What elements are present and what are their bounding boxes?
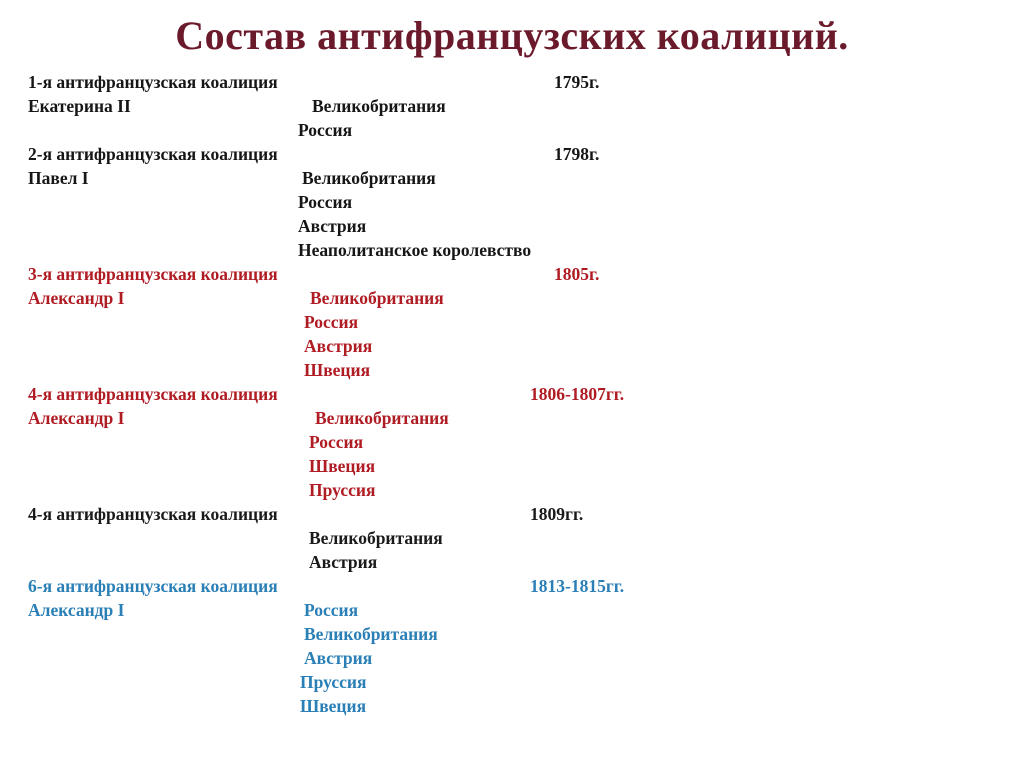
coalition-3-member: Великобритания	[310, 288, 444, 308]
coalition-4-member: Швеция	[309, 456, 376, 476]
coalition-2-member: Австрия	[298, 216, 367, 236]
coalition-4-member: Пруссия	[309, 480, 376, 500]
coalition-2-year: 1798г.	[554, 144, 600, 164]
coalition-3-member: Австрия	[304, 336, 373, 356]
slide-title: Состав антифранцузских коалиций.	[175, 13, 849, 58]
coalition-2-ruler: Павел I	[28, 168, 89, 188]
coalition-4-ruler: Александр I	[28, 408, 125, 428]
coalition-1-ruler: Екатерина II	[28, 96, 131, 116]
coalition-2-member: Россия	[298, 192, 353, 212]
coalition-5-member: Австрия	[309, 552, 378, 572]
coalition-3-ruler: Александр I	[28, 288, 125, 308]
coalition-2-member: Неаполитанское королевство	[298, 240, 532, 260]
coalition-3-name: 3-я антифранцузская коалиция	[28, 264, 278, 284]
coalition-3-member: Россия	[304, 312, 359, 332]
coalition-2-name: 2-я антифранцузская коалиция	[28, 144, 278, 164]
coalition-5-name: 4-я антифранцузская коалиция	[28, 504, 278, 524]
coalition-4-member: Россия	[309, 432, 364, 452]
coalition-6-member: Швеция	[300, 696, 367, 716]
coalition-1-year: 1795г.	[554, 72, 600, 92]
coalition-4-member: Великобритания	[315, 408, 449, 428]
coalition-2-member: Великобритания	[302, 168, 436, 188]
coalition-1-member: Великобритания	[312, 96, 446, 116]
coalition-6-member: Великобритания	[304, 624, 438, 644]
coalition-6-name: 6-я антифранцузская коалиция	[28, 576, 278, 596]
coalition-4-name: 4-я антифранцузская коалиция	[28, 384, 278, 404]
coalition-6-ruler: Александр I	[28, 600, 125, 620]
coalition-6-member: Австрия	[304, 648, 373, 668]
coalition-4-year: 1806-1807гг.	[530, 384, 625, 404]
coalition-1-name: 1-я антифранцузская коалиция	[28, 72, 278, 92]
coalition-6-member: Пруссия	[300, 672, 367, 692]
coalition-6-year: 1813-1815гг.	[530, 576, 625, 596]
coalition-3-year: 1805г.	[554, 264, 600, 284]
coalition-5-member: Великобритания	[309, 528, 443, 548]
coalition-6-member: Россия	[304, 600, 359, 620]
coalition-5-year: 1809гг.	[530, 504, 584, 524]
coalition-1-member: Россия	[298, 120, 353, 140]
coalition-3-member: Швеция	[304, 360, 371, 380]
